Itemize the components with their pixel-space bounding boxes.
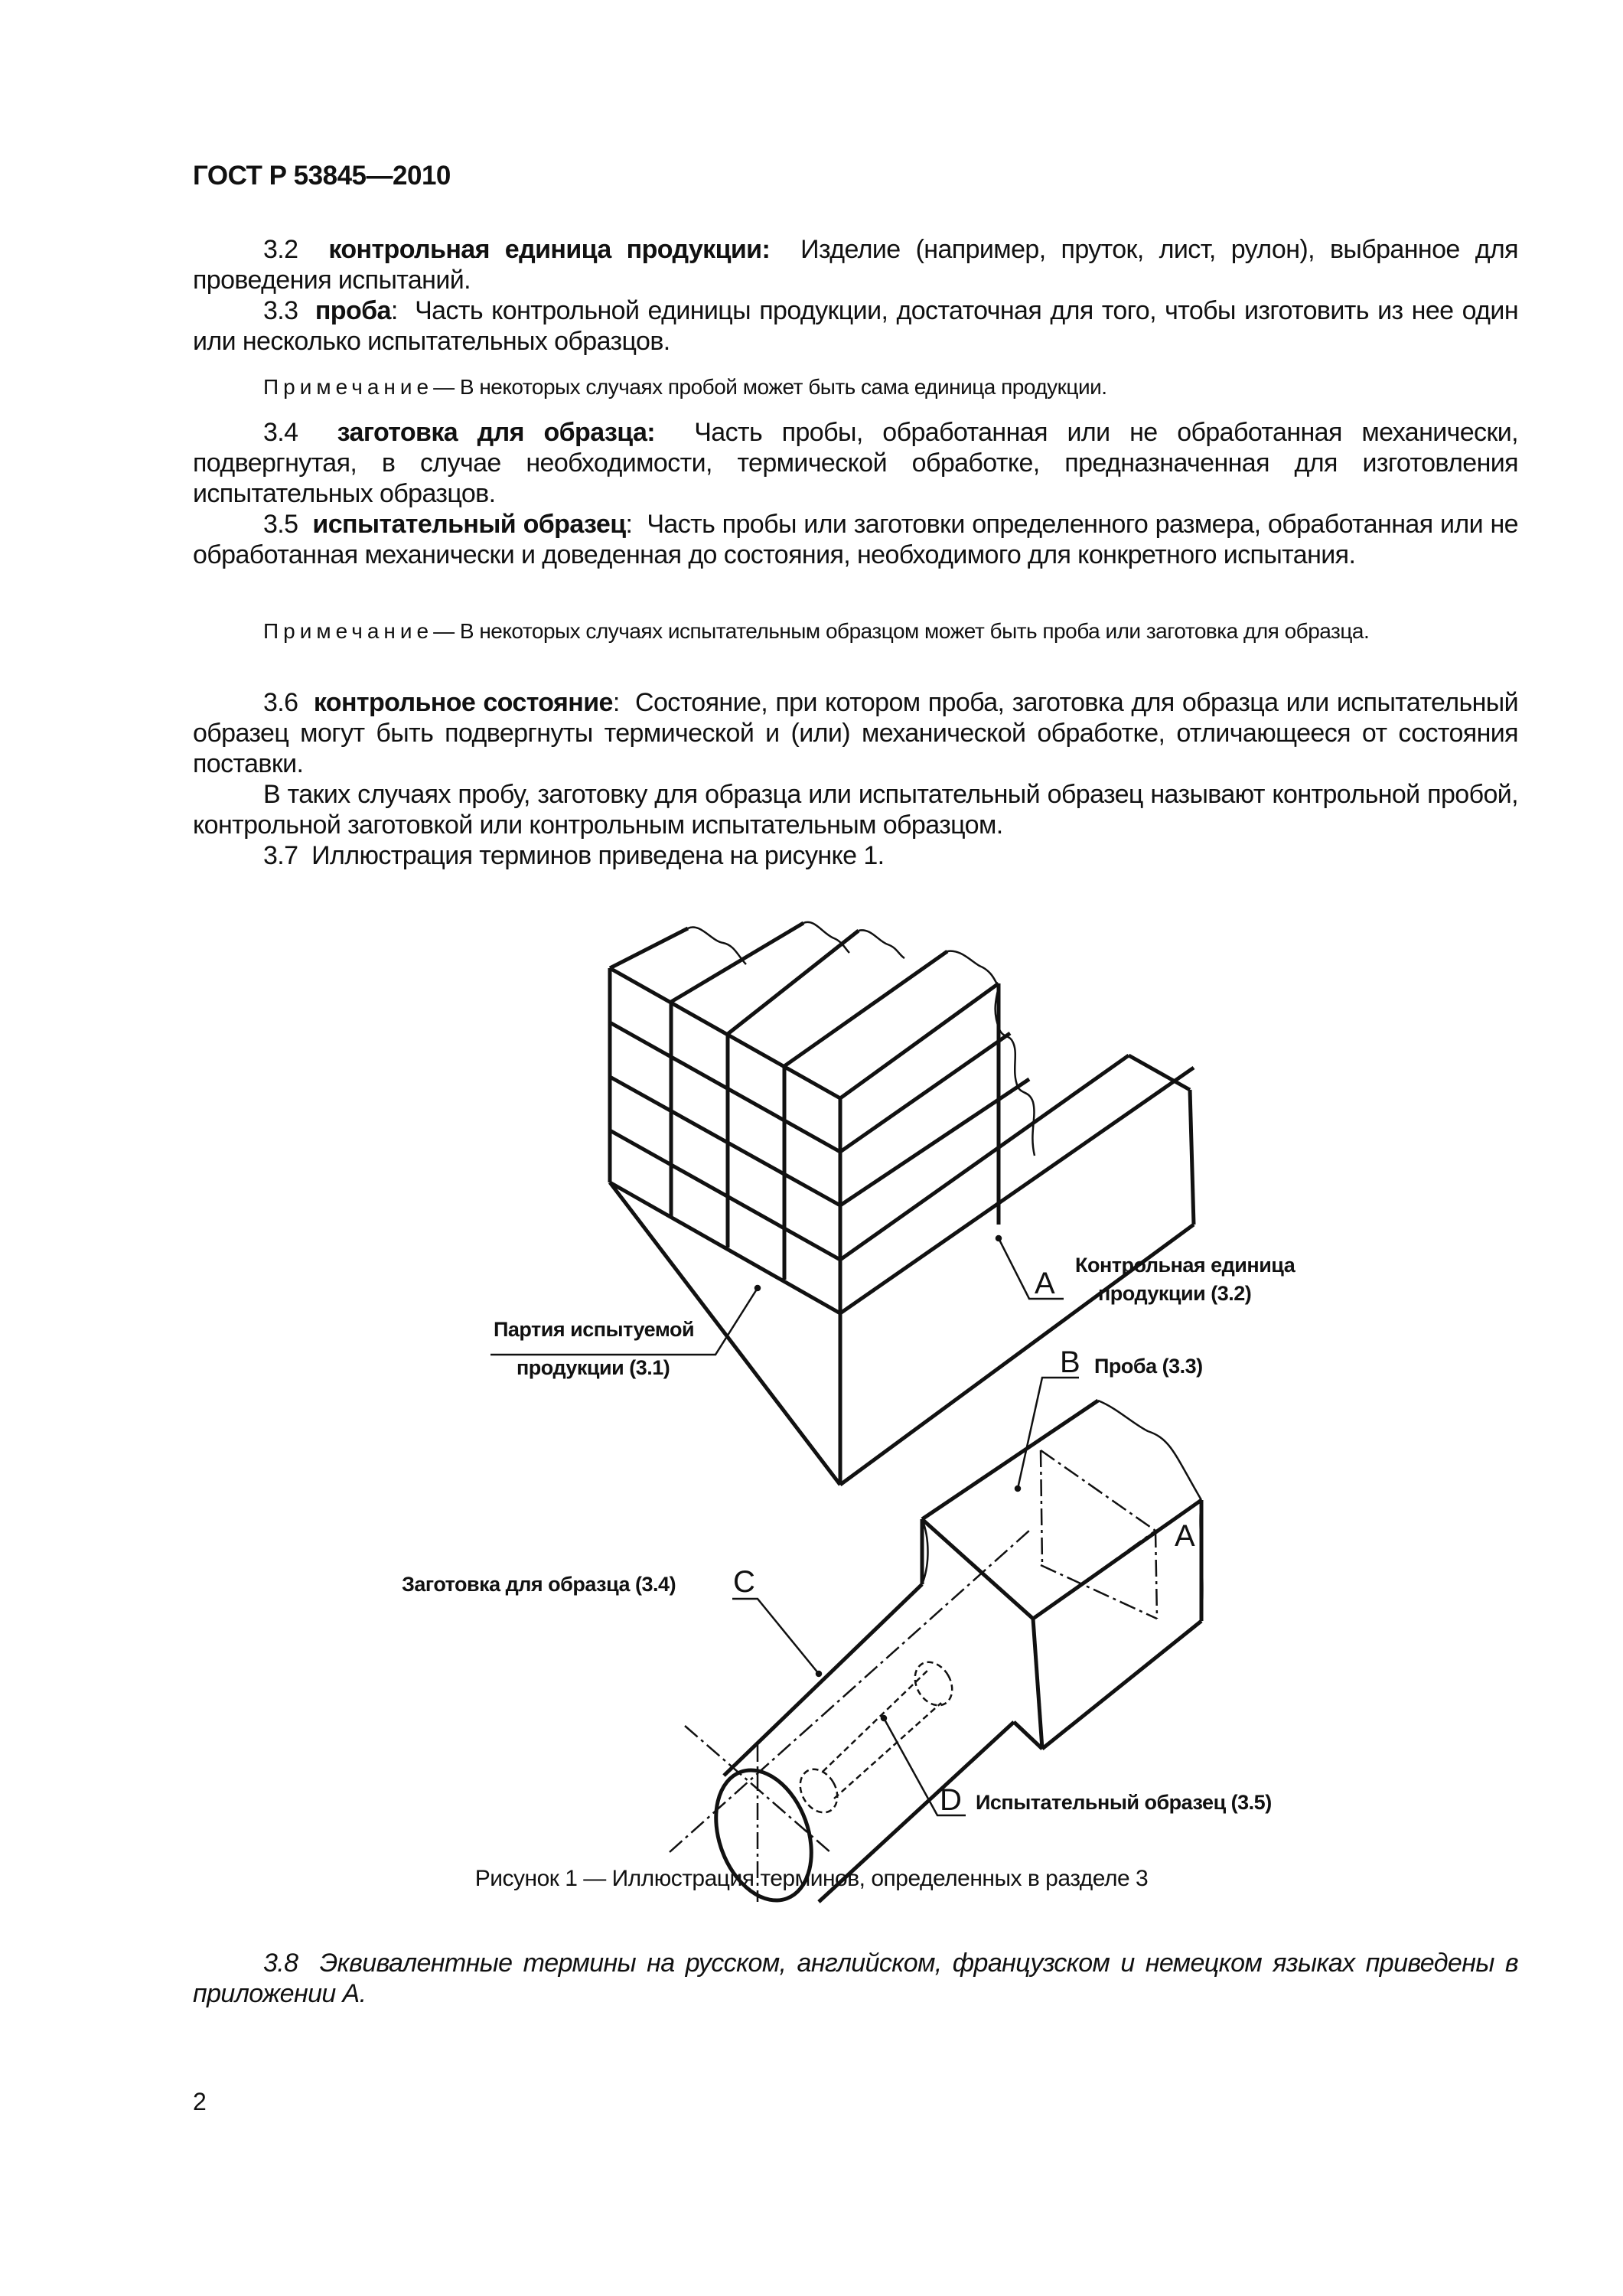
probe-drawing (699, 1401, 1201, 1914)
definition: Часть пробы или заготовки определенного размера, обработанная или не обработанная механически и доведенная до состояния, необходимого для конкретного испытания. (193, 510, 1518, 569)
label-B-text: Проба (3.3) (1094, 1355, 1203, 1378)
page-number: 2 (193, 2088, 207, 2115)
term: проба (314, 296, 391, 325)
figure-caption: Рисунок 1 — Иллюстрация терминов, определенных в разделе 3 (474, 1866, 1149, 1891)
label-D-text: Испытательный образец (3.5) (976, 1791, 1272, 1814)
term: контрольная единица продукции: (328, 235, 771, 264)
definition: Состояние, при котором проба, заготовка для образца или испытательный образец могут быть подвергнуты термической и (или) механической обработке, отличающееся от состояния поставки. (193, 688, 1518, 778)
definition: Изделие (например, пруток, лист, рулон), выбранное для проведения испытаний. (193, 235, 1518, 295)
term-colon: : (625, 510, 633, 539)
term-colon: : (612, 688, 620, 717)
definition: Часть контрольной единицы продукции, достаточная для того, чтобы изготовить из нее один или несколько испытательных образцов. (193, 296, 1518, 356)
note-label: Примечание (263, 375, 434, 399)
note-text: — В некоторых случаях пробой может быть сама единица продукции. (433, 375, 1107, 399)
label-D-letter: D (940, 1783, 962, 1817)
section-number: 3.6 (263, 688, 298, 717)
batch-of-bars-drawing (610, 923, 1194, 1485)
label-C-letter: C (733, 1565, 755, 1599)
paragraph-text: Эквивалентные термины на русском, английском, французском и немецком языках приведены в приложении А. (193, 1949, 1518, 2008)
section-number: 3.8 (263, 1949, 298, 1978)
label-batch-line2: продукции (3.1) (517, 1356, 670, 1379)
term-colon: : (390, 296, 398, 325)
section-number: 3.5 (263, 510, 298, 539)
label-A-letter: A (1035, 1267, 1055, 1300)
note-label: Примечание (263, 619, 434, 643)
label-A-small: A (1175, 1519, 1195, 1553)
paragraph-text: В таких случаях пробу, заготовку для образца или испытательный образец называют контрольной пробой, контрольной заготовкой или контрольным испытательным образцом. (193, 780, 1518, 840)
break-lines (688, 922, 1035, 1156)
section-number: 3.7 (263, 841, 298, 870)
definition: Часть пробы, обработанная или не обработанная механически, подвергнутая, в случае необходимости, термической обработке, предназначенная для изготовления испытательных образцов. (193, 418, 1518, 508)
section-number: 3.2 (263, 235, 298, 264)
document-header: ГОСТ Р 53845—2010 (193, 161, 451, 191)
section-number: 3.4 (263, 418, 298, 447)
note-text: — В некоторых случаях испытательным образцом может быть проба или заготовка для образца. (433, 619, 1370, 643)
label-batch-line1: Партия испытуемой (494, 1318, 695, 1341)
label-A-text-line2: продукции (3.2) (1098, 1282, 1252, 1305)
term: испытательный образец (312, 510, 626, 539)
probe-thin-lines (670, 1401, 1202, 1902)
paragraph-text: Иллюстрация терминов приведена на рисунке 1. (311, 841, 885, 870)
section-number: 3.3 (263, 296, 298, 325)
term: заготовка для образца: (337, 418, 656, 447)
term: контрольное состояние (313, 688, 613, 717)
section-3-8 (193, 1948, 1518, 2009)
label-A-text-line1: Контрольная единица (1075, 1254, 1295, 1277)
label-C-text: Заготовка для образца (3.4) (402, 1573, 676, 1596)
label-B-letter: B (1060, 1345, 1080, 1379)
